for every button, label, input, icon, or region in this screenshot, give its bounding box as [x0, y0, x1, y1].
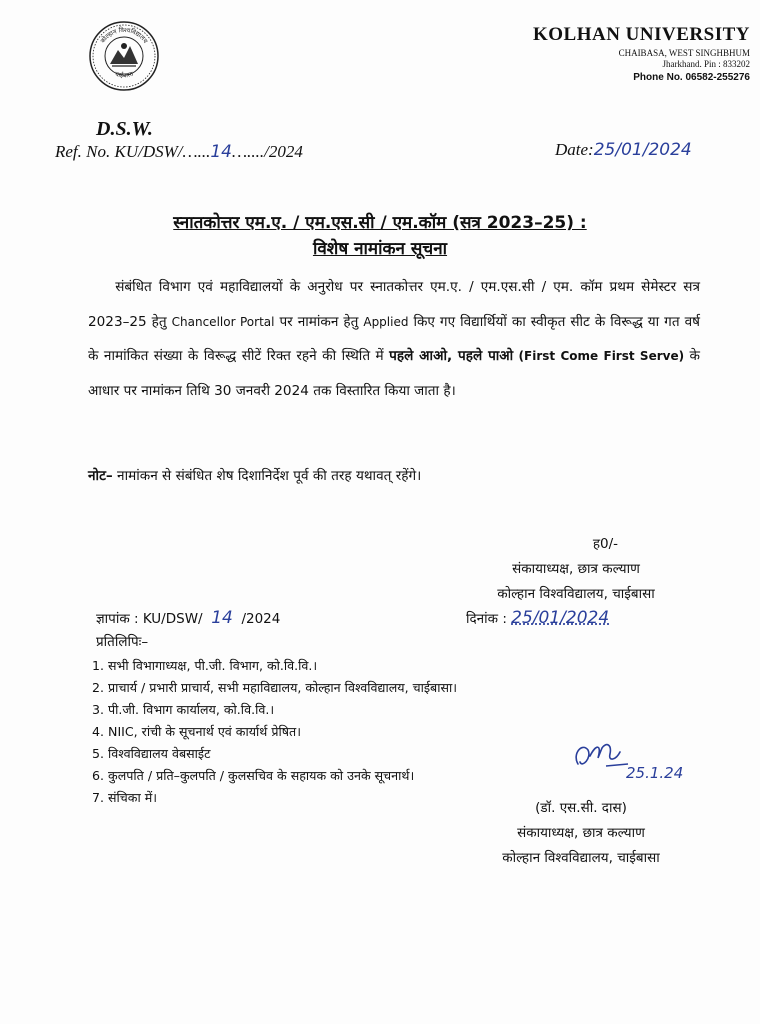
svg-text:कोल्हान विश्वविद्यालय [99, 26, 149, 45]
body-part-2: पर नामांकन हेतु [274, 313, 364, 330]
university-phone: Phone No. 06582-255276 [633, 72, 750, 83]
note-text: नामांकन से संबंधित शेष दिशानिर्देश पूर्व की तरह यथावत् रहेंगे। [112, 468, 422, 484]
seal-top-text: कोल्हान विश्वविद्यालय [99, 26, 149, 45]
notice-body [88, 270, 700, 408]
memo-date [466, 608, 609, 628]
list-item: 1. सभी विभागाध्यक्ष, पी.जी. विभाग, को.वि.वि.। [92, 658, 318, 673]
body-part-3: किए गए विद्यार्थियों का स्वीकृत सीट के विरूद्ध या गत वर्ष के नामांकित संख्या के विरूद्ध सीटें रिक्त रहने की स्थिति में [88, 313, 700, 364]
list-item: 4. NIIC, रांची के सूचनार्थ एवं कार्यार्थ प्रेषित। [92, 724, 302, 739]
signed-mark: ह0/- [592, 536, 618, 552]
list-item: 5. विश्वविद्यालय वेबसाईट [92, 746, 211, 761]
date-handwritten: 25/01/2024 [593, 140, 692, 160]
signatory-block-bottom [476, 796, 686, 871]
body-highlight: पहले आओ, पहले पाओ [389, 348, 514, 364]
copies-list [92, 655, 457, 809]
university-seal-logo [88, 18, 160, 96]
copies-heading: प्रतिलिपिः– [96, 634, 149, 650]
memo-suffix: /2024 [241, 611, 281, 627]
office-label: D.S.W. [96, 118, 153, 140]
notice-title: स्नातकोत्तर एम.ए. / एम.एस.सी / एम.कॉम (सत्र 2023–25) : [173, 213, 587, 233]
reference-number [55, 142, 303, 162]
signatory-name: (डॉ. एस.सी. दास) [535, 800, 627, 816]
signatory-designation: संकायाध्यक्ष, छात्र कल्याण [517, 825, 645, 841]
signatory-institution: कोल्हान विश्वविद्यालय, चाईबासा [502, 850, 660, 866]
signature-date: 25.1.24 [626, 764, 684, 782]
date-label: Date: [555, 140, 594, 159]
ref-number-handwritten: 14 [210, 142, 232, 162]
list-item: 7. संचिका में। [92, 790, 158, 805]
memo-date-handwritten: 25/01/2024 [511, 608, 610, 628]
svg-text:चाईबासा [114, 71, 135, 80]
memo-number-handwritten: 14 [211, 608, 233, 628]
address-line-2: Jharkhand. Pin : 833202 [662, 59, 750, 69]
address-line-1: CHAIBASA, WEST SINGHBHUM [618, 48, 750, 58]
list-item: 2. प्राचार्य / प्रभारी प्राचार्य, सभी महाविद्यालय, कोल्हान विश्वविद्यालय, चाईबासा। [92, 680, 458, 695]
signatory-designation: संकायाध्यक्ष, छात्र कल्याण [512, 561, 640, 577]
body-english-phrase: (First Come First Serve) [513, 349, 685, 363]
memo-date-label: दिनांक : [466, 611, 512, 627]
university-address [619, 48, 750, 70]
list-item: 3. पी.जी. विभाग कार्यालय, को.वि.वि.। [92, 702, 275, 717]
notice-note [88, 465, 700, 484]
body-part-1: संबंधित विभाग एवं महाविद्यालयों के अनुरोध पर स्नातकोत्तर एम.ए. / एम.एस.सी / एम. कॉम प्रथम सेमेस्टर सत्र 2023–25 हेतु [88, 279, 700, 330]
note-label: नोट– [88, 468, 113, 484]
university-name: KOLHAN UNIVERSITY [532, 24, 750, 45]
ref-suffix: …..../2024 [232, 142, 303, 161]
list-item: 6. कुलपति / प्रति–कुलपति / कुलसचिव के सहायक को उनके सूचनार्थ। [92, 768, 415, 783]
memo-prefix: ज्ञापांक : KU/DSW/ [96, 611, 203, 627]
body-portal: Chancellor Portal [171, 314, 275, 329]
body-part-4: के आधार पर नामांकन तिथि 30 जनवरी 2024 तक विस्तारित किया जाता है। [88, 348, 700, 399]
signatory-block-top [476, 532, 676, 607]
ref-prefix: Ref. No. KU/DSW/…... [55, 142, 211, 161]
body-applied: Applied [363, 314, 409, 329]
signatory-institution: कोल्हान विश्वविद्यालय, चाईबासा [497, 586, 655, 602]
handwritten-signature [568, 734, 690, 784]
notice-subtitle: विशेष नामांकन सूचना [312, 239, 448, 259]
memo-number [96, 608, 280, 628]
issue-date [555, 140, 692, 160]
seal-bottom-text: चाईबासा [113, 70, 135, 80]
